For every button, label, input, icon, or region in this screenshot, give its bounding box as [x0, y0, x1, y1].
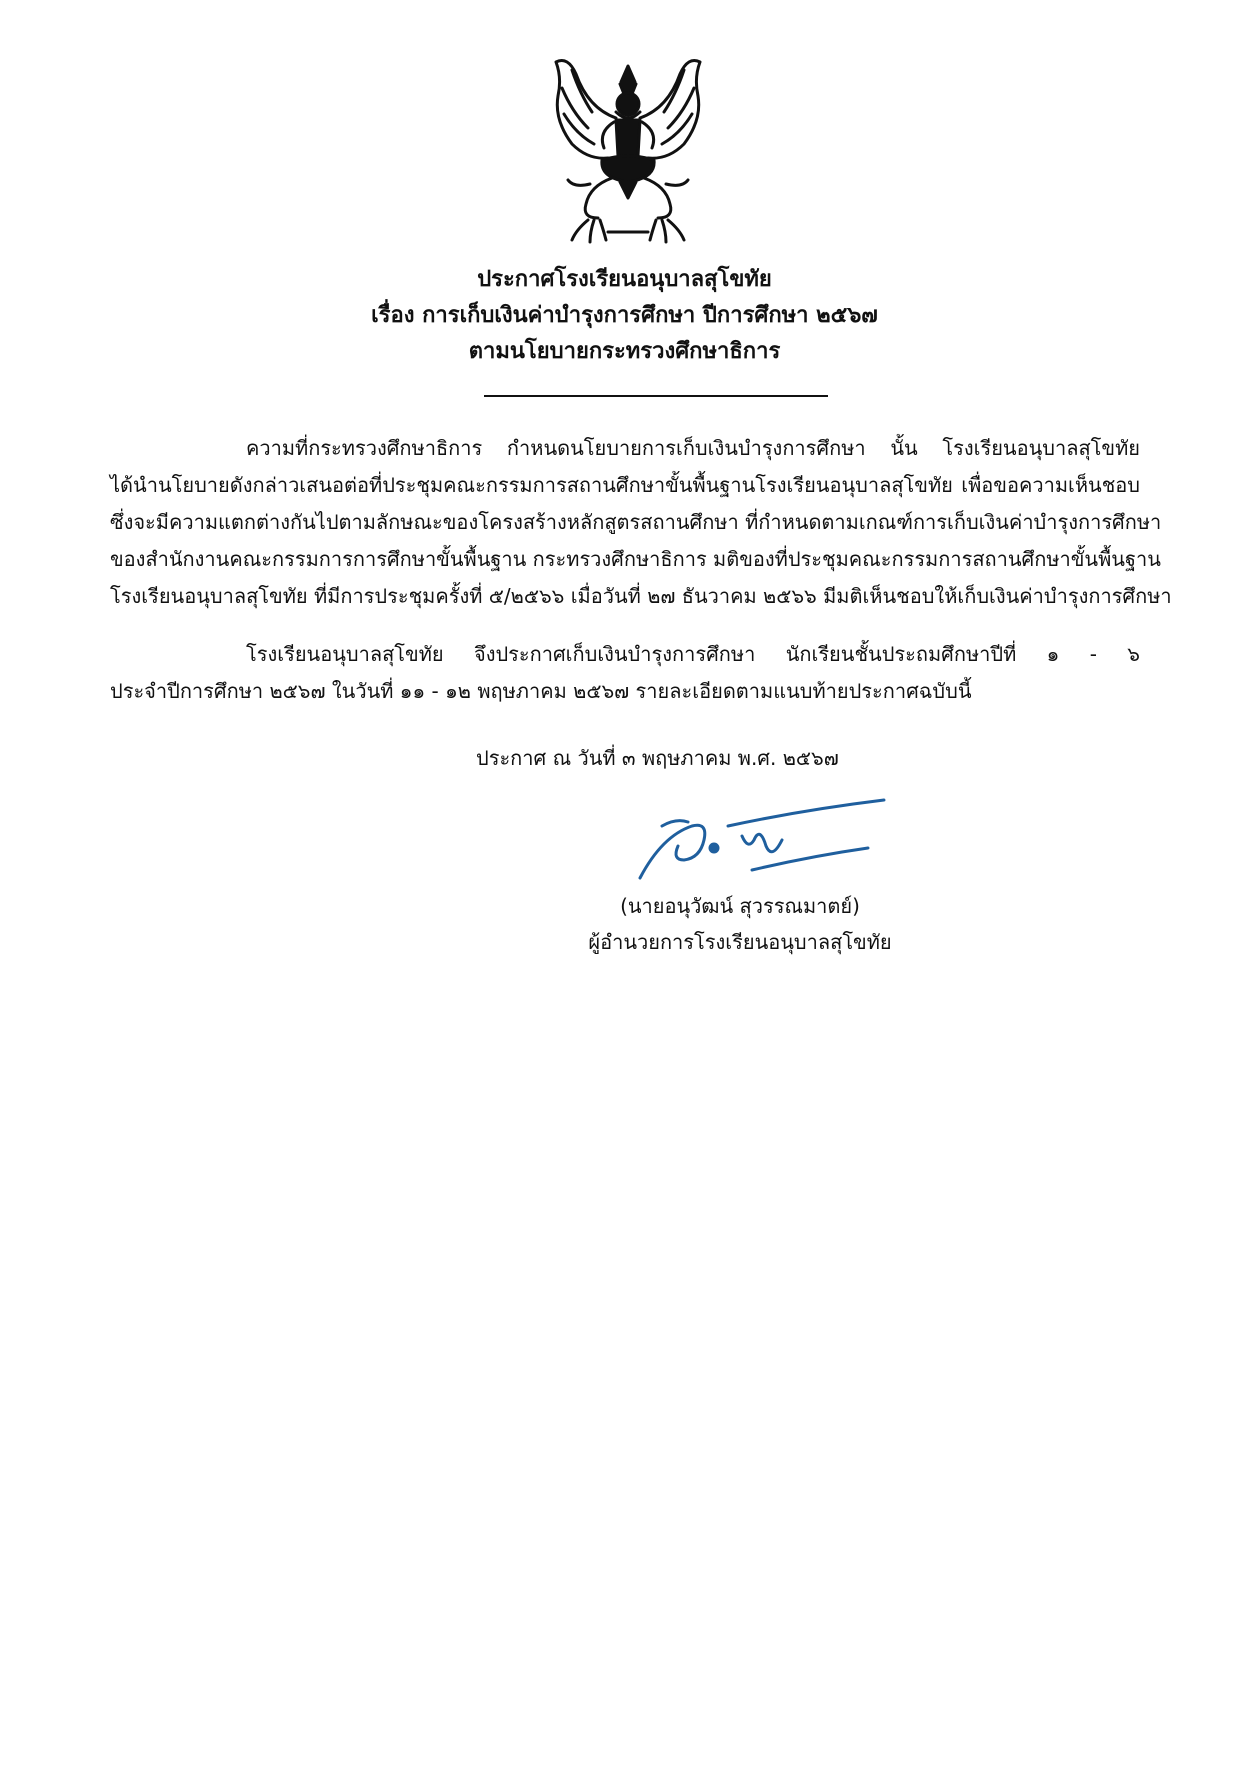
paragraph-line: ประจำปีการศึกษา ๒๕๖๗ ในวันที่ ๑๑ - ๑๒ พฤษภาคม ๒๕๖๗ รายละเอียดตามแนบท้ายประกาศฉบับนี้: [110, 679, 972, 703]
paragraph-line: โรงเรียนอนุบาลสุโขทัย จึงประกาศเก็บเงินบำรุงการศึกษา นักเรียนชั้นประถมศึกษาปีที่ ๑ - ๖: [246, 642, 1140, 666]
announcement-subject: เรื่อง การเก็บเงินค่าบำรุงการศึกษา ปีการศึกษา ๒๕๖๗: [371, 303, 878, 328]
body-paragraph-1: [110, 430, 1172, 615]
handwritten-signature: [632, 796, 888, 890]
header-divider: [484, 395, 828, 397]
announcement-policy: ตามนโยบายกระทรวงศึกษาธิการ: [468, 339, 781, 364]
announcement-date: ประกาศ ณ วันที่ ๓ พฤษภาคม พ.ศ. ๒๕๖๗: [476, 746, 839, 770]
paragraph-line: โรงเรียนอนุบาลสุโขทัย ที่มีการประชุมครั้งที่ ๕/๒๕๖๖ เมื่อวันที่ ๒๗ ธันวาคม ๒๕๖๖ มีมติเห็นชอบให้เก็บเงินค่าบำรุงการศึกษา: [110, 584, 1172, 608]
paragraph-line: ซึ่งจะมีความแตกต่างกันไปตามลักษณะของโครงสร้างหลักสูตรสถานศึกษา ที่กำหนดตามเกณฑ์การเก็บเงินค่าบำรุงการศึกษา: [110, 510, 1162, 534]
garuda-emblem-icon: [528, 48, 728, 248]
signer-name: (นายอนุวัฒน์ สุวรรณมาตย์): [620, 894, 860, 918]
body-paragraph-2: [110, 636, 1140, 710]
paragraph-line: ของสำนักงานคณะกรรมการการศึกษาขั้นพื้นฐาน กระทรวงศึกษาธิการ มติของที่ประชุมคณะกรรมการสถานศึกษาขั้นพื้นฐาน: [110, 547, 1161, 571]
announcement-title: ประกาศโรงเรียนอนุบาลสุโขทัย: [477, 267, 772, 292]
signer-position: ผู้อำนวยการโรงเรียนอนุบาลสุโขทัย: [588, 930, 892, 954]
paragraph-line: ความที่กระทรวงศึกษาธิการ กำหนดนโยบายการเก็บเงินบำรุงการศึกษา นั้น โรงเรียนอนุบาลสุโขทัย: [246, 436, 1140, 460]
paragraph-line: ได้นำนโยบายดังกล่าวเสนอต่อที่ประชุมคณะกรรมการสถานศึกษาขั้นพื้นฐานโรงเรียนอนุบาลสุโขทัย เพื่อขอความเห็นชอบ: [110, 473, 1140, 497]
